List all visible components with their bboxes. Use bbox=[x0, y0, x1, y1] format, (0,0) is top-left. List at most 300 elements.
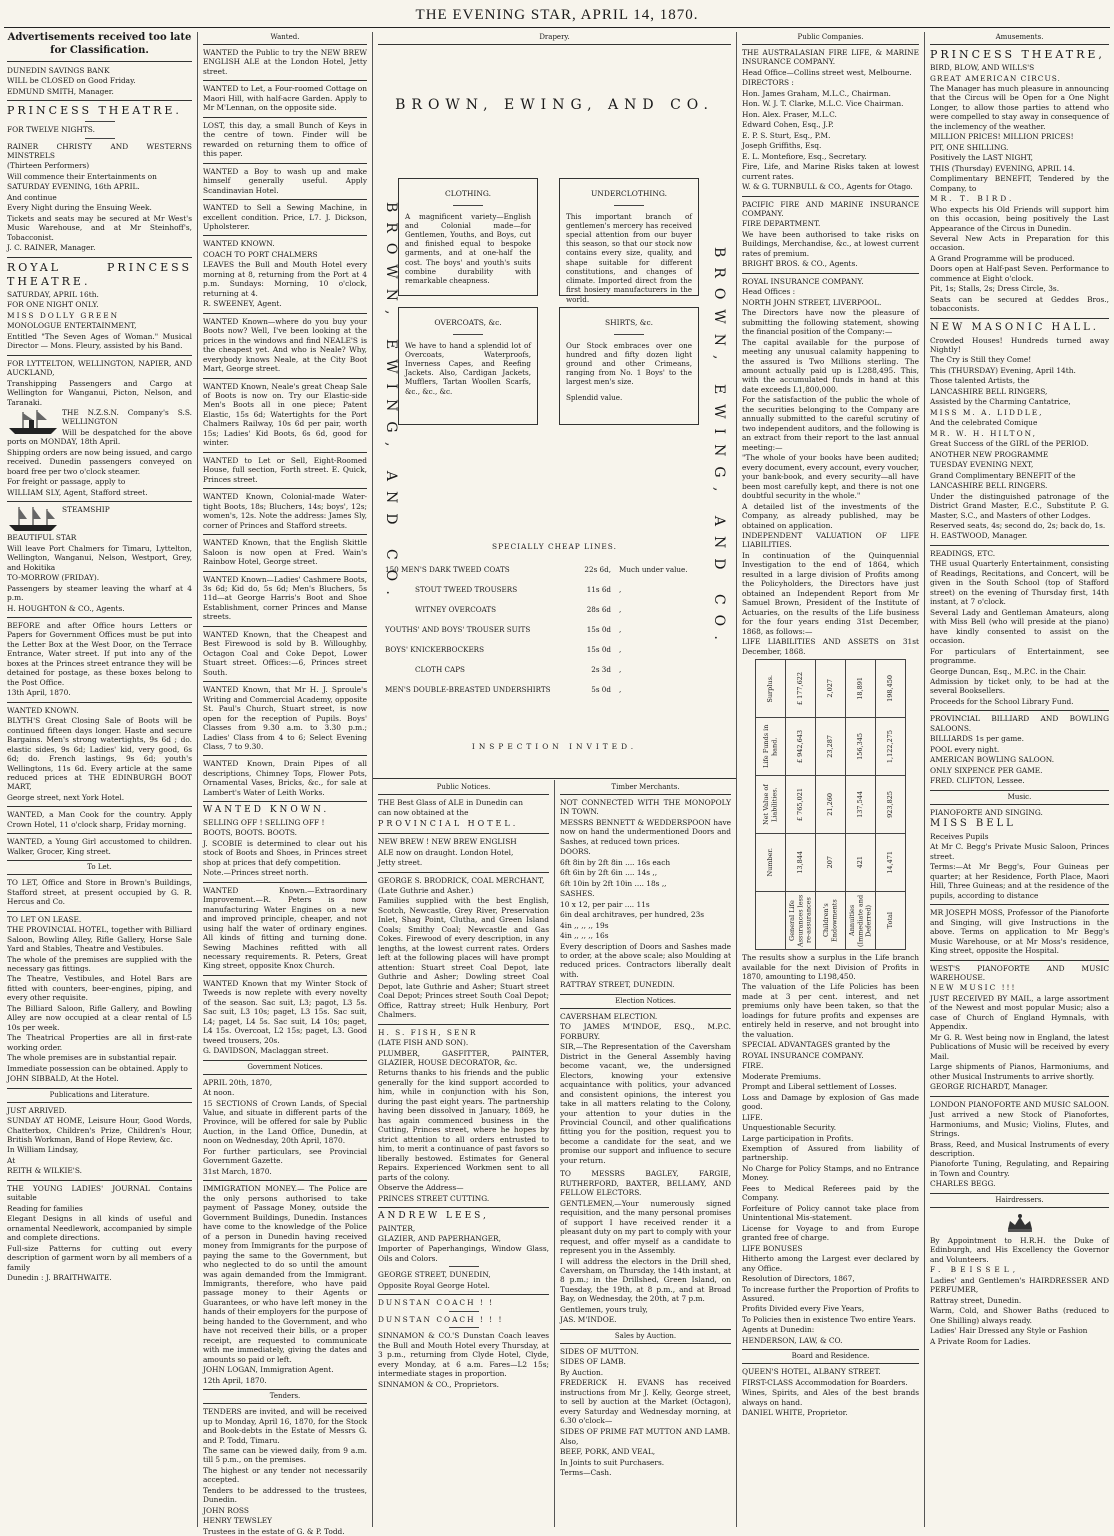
cheap-lines-list bbox=[385, 560, 730, 700]
ad-brodrick-coal bbox=[378, 876, 549, 1020]
column-late-ads bbox=[2, 32, 197, 1527]
ad-heading: CAVERSHAM ELECTION. bbox=[560, 1011, 658, 1021]
cheap-line: WITNEY OVERCOATS 28s 6d , bbox=[415, 605, 622, 615]
ad-body: Every description of Doors and Sashes made to order, at the above scale; also Moulding at reduced prices. Contractors liberally dealt with. bbox=[560, 941, 731, 979]
ad-line: PRINCES STREET CUTTING. bbox=[378, 1193, 490, 1203]
ad-signature: JOHN LOGAN, Immigration Agent. bbox=[203, 1365, 334, 1375]
ad-signature: G. DAVIDSON, Maclaggan street. bbox=[203, 1046, 329, 1056]
ad-body: WANTED Known.—Extraordinary Improvement.—R. Peters is now manufacturing Water Engines on a new and improved principle, cheaper, and not using half the water of ordinary engines. All kinds of fitting and turning done. Sewing Machines refitted with all necessary requirements. R. Peters, Great King street, opposite Knox Church. bbox=[203, 885, 367, 971]
box-body: Splendid value. bbox=[566, 392, 623, 402]
ad-line: Observe the Address— bbox=[378, 1183, 464, 1193]
ad-line: No Charge for Policy Stamps, and no Entrance Money. bbox=[742, 1163, 919, 1183]
ad-line: Hon. James Graham, M.L.C., Chairman. bbox=[742, 88, 891, 98]
ad-heading: ROYAL INSURANCE COMPANY. bbox=[742, 276, 864, 286]
section-header: Board and Residence. bbox=[742, 1349, 919, 1364]
ad-line: MILLION PRICES! MILLION PRICES! bbox=[930, 132, 1074, 142]
ad-body: The valuation of the Life Policies has been made at 3 per cent. interest, and net premiums only have been taken, so that the loadings for future profits and expenses are entirely held in reserve, and not brought into the valuation. bbox=[742, 982, 919, 1039]
drapery-side-right: BROWN, EWING, AND CO. bbox=[710, 247, 727, 650]
ad-line: At Mr C. Begg's Private Music Saloon, Princes street. bbox=[930, 842, 1109, 861]
ad-body: Large shipments of Pianos, Harmoniums, and other Musical Instruments to arrive shortly. bbox=[930, 1062, 1109, 1081]
ad-line: Moderate Premiums. bbox=[742, 1071, 821, 1081]
ad-heading: LIFE LIABILITIES AND ASSETS on 31st December, 1868. bbox=[742, 637, 919, 656]
ad-heading: DUNEDIN SAVINGS BANK bbox=[7, 65, 110, 75]
ad-body: Note.—Princes street north. bbox=[203, 868, 309, 878]
box-shirts bbox=[559, 307, 699, 425]
ad-heading: DUNSTAN COACH ! ! ! bbox=[378, 1314, 504, 1324]
ad-office-store bbox=[7, 878, 192, 906]
ad-body: Jetty street. bbox=[378, 858, 423, 868]
ad-line: E. P. S. Sturt, Esq., P.M. bbox=[742, 130, 831, 140]
ad-line: Grand Complimentary BENEFIT of the bbox=[930, 470, 1076, 480]
ship-icon bbox=[7, 408, 59, 436]
drapery-advert bbox=[373, 32, 736, 777]
cheap-line: YOUTHS' AND BOYS' TROUSER SUITS 15s 0d , bbox=[385, 625, 622, 635]
ad-line: Great Success of the GIRL of the PERIOD. bbox=[930, 439, 1089, 449]
ad-signature: JOHN ROSS bbox=[203, 1505, 249, 1515]
box-heading: UNDERCLOTHING. bbox=[590, 189, 668, 198]
ad-body: WANTED to Let or Sell, Eight-Roomed House, full section, Forth street. E. Quick, Princes street. bbox=[203, 455, 367, 484]
ad-heading: NEW BREW ! NEW BREW ENGLISH bbox=[378, 837, 517, 847]
ad-line: SATURDAY, APRIL 16th. bbox=[7, 289, 99, 299]
ad-line: At noon. bbox=[203, 1088, 235, 1098]
ad-coach-port-chalmers bbox=[203, 239, 367, 308]
ad-heading: TO LET ON LEASE. bbox=[7, 914, 82, 924]
ad-line: TO-MORROW (FRIDAY). bbox=[7, 573, 100, 583]
ad-body: Admission by ticket only, to be had at the several Booksellers. bbox=[930, 677, 1109, 696]
ad-line: LANCASHIRE BELL RINGERS, bbox=[930, 386, 1048, 396]
ad-heading: SIDES OF MUTTON. bbox=[560, 1346, 639, 1356]
ad-line: Pit, 1s; Stalls, 2s; Dress Circle, 3s. bbox=[930, 284, 1060, 294]
ad-body: SIR,—The Representation of the Caversham District in the General Assembly having become vacant, we, the undersigned Electors, knowing your extensive acquaintance with politics, your advanced and consistent opinions, the interest you take in all matters relating to the Colony, your attention to your duties in the Provincial Council, and other qualifications fitting you for the position, request you to become a candidate for the seat, and we promise our support and influence to secure your return. bbox=[560, 1042, 731, 1165]
ad-line: SPECIAL ADVANTAGES granted by the bbox=[742, 1040, 891, 1050]
ad-body: George Duncan, Esq., M.P.C. in the Chair. bbox=[930, 666, 1087, 676]
ad-line: By Auction. bbox=[560, 1367, 604, 1377]
ad-heading: FOR LYTTELTON, WELLINGTON, NAPIER, AND AUCKLAND, bbox=[7, 358, 192, 378]
ad-wanted bbox=[203, 575, 367, 622]
ad-heading: H. S. FISH, SENR bbox=[378, 1027, 478, 1037]
ad-line: PLUMBER, GASFITTER, PAINTER, GLAZIER, HOUSE DECORATOR, &c. bbox=[378, 1048, 549, 1067]
ad-body: THE usual Quarterly Entertainment, consisting of Readings, Recitations, and Concert, will be given in the South School (top of Stafford street) on the evening of Thursday first, 14th instant, at 7 o'clock. bbox=[930, 559, 1109, 607]
price-line: 4in ,, ,, ,, 16s bbox=[560, 931, 609, 941]
ad-body: Who expects his Old Friends will support him on this occasion, being positively the Last Appearance of the Circus in Dunedin. bbox=[930, 204, 1109, 233]
ad-line: To Policies then in existence Two entire Years. bbox=[742, 1314, 916, 1324]
ad-heading: SELLING OFF ! SELLING OFF ! bbox=[203, 817, 325, 827]
ad-heading: THE AUSTRALASIAN FIRE LIFE, & MARINE INSURANCE COMPANY. bbox=[742, 47, 919, 67]
ad-body: FREDERICK H. EVANS has received instructions from Mr J. Kelly, George street, to sell by auction at the Market (Octagon), every Saturday and Wednesday morning, at 6.30 o'clock— bbox=[560, 1378, 731, 1426]
ad-line: FOR TWELVE NIGHTS. bbox=[7, 125, 95, 135]
ad-signature: EDMUND SMITH, Manager. bbox=[7, 86, 114, 96]
ad-heading: DOORS. bbox=[560, 847, 591, 857]
ad-tweeds bbox=[203, 979, 367, 1056]
ad-signature: H. HOUGHTON & CO., Agents. bbox=[7, 603, 125, 613]
cheap-line: BOYS' KNICKERBOCKERS 15s 0d , bbox=[385, 645, 622, 655]
ad-australasian bbox=[742, 48, 919, 192]
ad-line: NORTH JOHN STREET, LIVERPOOL. bbox=[742, 297, 882, 307]
ad-body: SUNDAY AT HOME, Leisure Hour, Good Words, Chatterbox, Children's Prize, Children's Hour, British Workman, Band of Hope Review, &c. bbox=[7, 1116, 192, 1144]
ad-body: For freight or passage, apply to bbox=[7, 477, 126, 487]
ad-body: SINNAMON & CO.'S Dunstan Coach leaves the Bull and Mouth Hotel every Thursday, at 3 p.m., returning from Clyde Hotel, Clyde, every Monday, at 6 a.m. Fares—L2 15s; intermediate stages in proportion. bbox=[378, 1331, 549, 1379]
divider bbox=[7, 100, 192, 101]
ad-lyttelton bbox=[7, 359, 192, 498]
ad-body: WILL be CLOSED on Good Friday. bbox=[7, 76, 136, 86]
ad-line: GLAZIER, AND PAPERHANGER, bbox=[378, 1233, 501, 1243]
ad-heading: PRINCESS THEATRE. bbox=[7, 104, 182, 117]
ad-line: ONLY SIXPENCE PER GAME. bbox=[930, 765, 1043, 775]
ad-line: ROYAL INSURANCE COMPANY. bbox=[742, 1050, 864, 1060]
ad-line: In William Lindsay, bbox=[7, 1145, 79, 1155]
section-header: Advertisements received too late for Classification. bbox=[7, 32, 192, 62]
ad-body: IMMIGRATION MONEY.— The Police are the only persons authorised to take payment of Passage Money, outside the Government Buildings, Dunedin. Instances have come to the knowledge of the Police of a person in Dunedin having received money from Immigrants for the purpose of paying the same to the Government, but who neglected to do so until the amount was again demanded from the Immigrant. Immigrants, therefore, who have paid passage money to their Agents or Guarantees, or who have left money in the hands of their employers for the purpose of being handed to the Government, and who have not received their bills, or a proper receipt, are requested to communicate with me immediately, giving the dates and amounts so paid or left. bbox=[203, 1184, 367, 1364]
ad-signature: WILLIAM SLY, Agent, Stafford street. bbox=[7, 487, 148, 497]
ad-body: Fire, Life, and Marine Risks taken at lowest current rates. bbox=[742, 162, 919, 181]
ad-body: Reserved seats, 4s; second do, 2s; back do, 1s. bbox=[930, 520, 1106, 530]
ad-body: Importer of Paperhangings, Window Glass, Oils and Colors. bbox=[378, 1244, 549, 1263]
ad-line: Hon. Alex. Fraser, M.L.C. bbox=[742, 109, 837, 119]
section-header: Wanted. bbox=[203, 33, 367, 45]
ad-line: Joseph Griffiths, Esq. bbox=[742, 141, 822, 151]
section-header: Drapery. bbox=[378, 33, 731, 45]
ad-body: The Billiard Saloon, Rifle Gallery, and Bowling Alley are now occupied at a clear rental of L5 10s per week. bbox=[7, 1003, 192, 1032]
drapery-side-left: BROWN, EWING, AND CO. bbox=[382, 202, 399, 605]
box-clothing bbox=[398, 178, 538, 296]
column-public-notices bbox=[373, 782, 554, 1527]
section-header: Public Notices. bbox=[378, 783, 549, 795]
ad-signature: FRED. CLIFTON, Lessee. bbox=[930, 776, 1025, 786]
ad-heading: WEST'S PIANOFORTE AND MUSIC WAREHOUSE. bbox=[930, 963, 1109, 983]
ad-line: Hitherto among the Largest ever declared by any Office. bbox=[742, 1254, 919, 1273]
ad-body: WANTED a Boy to wash up and make himself generally useful. Apply Scandinavian Hotel. bbox=[203, 166, 367, 195]
ad-body: Entitled "The Seven Ages of Woman." Musical Director — Mons. Fleury, assisted by his Band. bbox=[7, 331, 192, 351]
ad-line: Receives Pupils bbox=[930, 831, 989, 841]
ad-wanted bbox=[203, 759, 367, 797]
ad-body: A detailed list of the investments of the Company, as already published, may be obtained on application. bbox=[742, 501, 919, 530]
ad-line: GEORGE STREET, DUNEDIN, bbox=[378, 1270, 491, 1280]
ad-body: Warm, Cold, and Shower Baths (reduced to One Shilling) always ready. bbox=[930, 1306, 1109, 1325]
ad-blyth-boots bbox=[7, 706, 192, 803]
ad-heading: NEW MASONIC HALL. bbox=[930, 321, 1099, 333]
ad-body: Just arrived a new Stock of Pianofortes, Harmoniums, and Music; Violins, Flutes, and Strings. bbox=[930, 1110, 1109, 1139]
inspection-invited: INSPECTION INVITED. bbox=[471, 742, 638, 751]
ad-body: By Appointment to H.R.H. the Duke of Edinburgh, and His Excellency the Governor and Volunteers. bbox=[930, 1235, 1109, 1264]
ad-bennett-wedderspoon bbox=[560, 798, 731, 990]
ad-signature: W. & G. TURNBULL & CO., Agents for Otago. bbox=[742, 182, 913, 192]
ad-body: The Manager has much pleasure in announcing that the Circus will be Open for a One Night Longer, to allow those parties to attend who were compelled to stay away in consequence of the inclemency of the weather. bbox=[930, 83, 1109, 131]
ad-wanted bbox=[203, 492, 367, 530]
ad-signature: GEORGE RICHARDT, Manager. bbox=[930, 1082, 1048, 1092]
ad-heading: GREAT AMERICAN CIRCUS. bbox=[930, 73, 1061, 83]
ad-line: This (THURSDAY) Evening, April 14th. bbox=[930, 365, 1076, 375]
ad-heading: NOT CONNECTED WITH THE MONOPOLY IN TOWN. bbox=[560, 797, 731, 817]
ad-heading: BOOTS, BOOTS. BOOTS. bbox=[203, 828, 297, 838]
ad-line: Will commence their Entertainments on bbox=[7, 171, 157, 181]
ad-line: Ladies' and Gentlemen's HAIRDRESSER AND PERFUMER, bbox=[930, 1275, 1109, 1295]
ad-date: 13th April, 1870. bbox=[7, 688, 71, 698]
ad-body: For further particulars, see Provincial Government Gazette. bbox=[203, 1146, 367, 1166]
ad-body: WANTED Known, that the English Skittle Saloon is now open at Fred. Wain's Rainbow Hotel, George street. bbox=[203, 538, 367, 567]
ad-body: TO LET, Office and Store in Brown's Buildings, Stafford street, at present occupied by G. R. Hercus and Co. bbox=[7, 878, 192, 907]
ad-line: Complimentary BENEFIT, Tendered by the Company, to bbox=[930, 174, 1109, 193]
ad-body: ALE now on draught. London Hotel, bbox=[378, 847, 514, 857]
ad-london-pianoforte bbox=[930, 1100, 1109, 1189]
ad-body: Doors open at Half-past Seven. Performance to commence at Eight o'clock. bbox=[930, 264, 1109, 283]
ad-body: Ladies' Hair Dressed any Style or Fashion bbox=[930, 1326, 1088, 1336]
ad-line: Terms—Cash. bbox=[560, 1468, 612, 1478]
ad-line: Exemption of Assured from liability of partnership. bbox=[742, 1143, 919, 1163]
ad-heading: JUST ARRIVED. bbox=[7, 1105, 67, 1115]
royal-crest-icon bbox=[1000, 1211, 1040, 1233]
ad-line: LANCASHIRE BELL RINGERS. bbox=[930, 481, 1048, 491]
ad-body: Returns thanks to his friends and the public generally for the kind support accorded to him, while in conjunction with his Son, during the past eight years. The partnership having been dissolved in January, 1869, he has again commenced business in the Cutting, Princes street, where he hopes by strict attention to all orders entrusted to him, to merit a continuance of past favors so liberally bestowed. Estimates for General Repairs. Experienced Workmen sent to all parts of the colony. bbox=[378, 1068, 549, 1182]
ad-wanted bbox=[203, 685, 367, 751]
ad-line: The Cry is Still they Come! bbox=[930, 355, 1032, 365]
box-overcoats bbox=[398, 307, 538, 425]
ad-post-office bbox=[7, 621, 192, 698]
ad-heading: GEORGE S. BRODRICK, COAL MERCHANT, bbox=[378, 875, 545, 885]
ad-line: (LATE FISH AND SON). bbox=[378, 1038, 469, 1048]
ad-body: WANTED Known, Neale's great Cheap Sale of Boots is now on. Try our Elastic-side Men's Boots all in one piece; Patent Elastic, 15s 6d; Watertights for the Port Chalmers Railway, 10s 6d per pair, worth 15s; Ladies' Kid Boots, 6s 6d, good for winter. bbox=[203, 381, 367, 448]
drapery-bottom-rule bbox=[373, 778, 736, 779]
ad-heading: NEW MUSIC !!! bbox=[930, 983, 1017, 993]
ad-signature: BRIGHT BROS. & CO., Agents. bbox=[742, 259, 858, 269]
ad-heading: MISS BELL bbox=[930, 818, 1016, 830]
ad-line: RAINER CHRISTY AND WESTERNS MINSTRELS bbox=[7, 141, 192, 161]
ad-savings-bank bbox=[7, 66, 192, 96]
ad-line: Opposite Royal George Hotel. bbox=[378, 1280, 490, 1290]
ad-body: Shipping orders are now being issued, and cargo received. Dunedin passengers conveyed on board free per two o'clock steamer. bbox=[7, 447, 192, 476]
box-body: A magnificent variety—English and Colonial made—for Gentlemen, Youths, and Boys, cut and finished equal to bespoke garments, and at one-half the cost. The boys' and youth's suits combine durability with remarkable cheapness. bbox=[405, 211, 531, 286]
ad-line: LIFE BONUSES bbox=[742, 1243, 803, 1253]
ad-line: Forfeiture of Policy cannot take place from Unintentional Mis-statement. bbox=[742, 1203, 919, 1223]
ad-line: A Grand Programme will be produced. bbox=[930, 253, 1075, 263]
ad-miss-bell bbox=[930, 808, 1109, 901]
ad-wanted bbox=[203, 630, 367, 677]
ad-body: Brass, Reed, and Musical Instruments of every description. bbox=[930, 1139, 1109, 1158]
ad-line: LIFE. bbox=[742, 1112, 763, 1122]
ad-signature: HENRY TEWSLEY bbox=[203, 1516, 273, 1526]
ad-fish-plumber bbox=[378, 1028, 549, 1203]
ad-man-cook bbox=[7, 810, 192, 829]
ad-heading: ROYAL PRINCESS THEATRE. bbox=[7, 260, 192, 288]
ad-line: Several New Acts in Preparation for this occasion. bbox=[930, 234, 1109, 253]
ad-line: BILLIARDS 1s per game. bbox=[930, 734, 1025, 744]
section-header: Public Companies. bbox=[742, 33, 919, 45]
cheap-line: MEN'S DOUBLE-BREASTED UNDERSHIRTS 5s 0d , bbox=[385, 685, 622, 695]
ad-line: And the celebrated Comique bbox=[930, 418, 1038, 428]
section-header: To Let. bbox=[7, 860, 192, 875]
price-line: 6ft 10in by 2ft 10in .... 18s ,, bbox=[560, 878, 667, 888]
section-header: Sales by Auction. bbox=[560, 1329, 731, 1344]
ad-signature: H. EASTWOOD, Manager. bbox=[930, 531, 1028, 541]
ad-body: I will address the electors in the Drill shed, Caversham, on Thursday, the 14th instant, at 8 p.m.; in the Drillshed, Green Island, on Tuesday, the 19th, at 8 p.m., and at Broad Bay, on Wednesday, the 20th, at 7 p.m. bbox=[560, 1256, 731, 1304]
ad-west-music bbox=[930, 964, 1109, 1092]
ad-body: The same can be viewed daily, from 9 a.m. till 5 p.m., on the premises. bbox=[203, 1445, 367, 1465]
box-body: Our Stock embraces over one hundred and fifty dozen light ground and other Crimeans, ranging from No. 1 Boys' to the largest men's size. bbox=[566, 340, 692, 387]
ad-body: WANTED the Public to try the NEW BREW ENGLISH ALE at the London Hotel, Jetty street. bbox=[203, 47, 367, 76]
ad-line: FIRE. bbox=[742, 1061, 764, 1071]
ad-body: TENDERS are invited, and will be received up to Monday, April 16, 1870, for the Stock and Book-debts in the Estate of Messrs G. and P. Todd, Timaru. bbox=[203, 1407, 367, 1445]
ad-line: And continue bbox=[7, 192, 57, 202]
ad-line: SATURDAY EVENING, 16th APRIL. bbox=[7, 182, 140, 192]
ad-line: Large participation in Profits. bbox=[742, 1133, 854, 1143]
box-body: We have to hand a splendid lot of Overcoats, Waterproofs, Inverness Capes, and Reefing Jackets. Also, Cardigan Jackets, Mufflers, Tartan Woollen Scarfs, &c., &c., &c. bbox=[405, 340, 531, 396]
ad-body: Families supplied with the best English, Scotch, Newcastle, Grey River, Preservation Inlet, Shag Point, Clutha, and Green Island Coals; Smithy Coal; Newcastle and Gas Cokes. Firewood of every description, in any lengths, at the lowest current rates. Orders left at the following places will have prompt attention: Stuart street Coal Depot, late Guthrie and Asher; Dowling street Coal Depot, late Guthrie and Asher; Stuart street Coal Depot; Princes street South Coal Depot; Office, Rattray street; Hulk Henbury, Port Chalmers. bbox=[378, 896, 549, 1020]
ad-wanted bbox=[203, 886, 367, 971]
ad-royal-insurance bbox=[742, 277, 919, 1346]
ad-line: TUESDAY EVENING NEXT, bbox=[930, 460, 1034, 470]
ad-wanted bbox=[203, 167, 367, 195]
ad-line: Positively the LAST NIGHT, bbox=[930, 153, 1034, 163]
box-body: This important branch of gentlemen's mercery has received special attention from our buyer this season, so that our stock now contains every size, quality, and shape suitable for different constitutions, and changes of climate. Imported direct from the first hosiery manufacturers in the world. bbox=[566, 211, 692, 304]
ad-body: Terms:—At Mr Begg's, Four Guineas per quarter; at her Residence, Forth Place, Maori Hill, Three Guineas; and at the residence of the pupils, according to distance bbox=[930, 862, 1109, 900]
ad-body: THE Best Glass of ALE in Dunedin can bbox=[378, 797, 523, 807]
cheap-lines-heading: SPECIALLY CHEAP LINES. bbox=[492, 542, 617, 551]
ad-masonic-hall bbox=[930, 322, 1109, 541]
ad-body: The whole premises are in substantial repair. bbox=[7, 1053, 177, 1063]
price-line: 10 x 12, per pair .... 11s bbox=[560, 899, 650, 909]
ad-young-girl bbox=[7, 837, 192, 856]
ad-body: WANTED Known, that the Cheapest and Best Firewood is sold by B. Willoughby, Octagon Coal and Coke Depot, Lower Stuart street. Offices:—6, Princes street South. bbox=[203, 629, 367, 677]
ad-line: REITH & WILKIE'S. bbox=[7, 1166, 82, 1176]
cheap-line: 150 MEN'S DARK TWEED COATS 22s 6d, Much under value. bbox=[385, 565, 688, 575]
ad-evans-auction bbox=[560, 1347, 731, 1478]
ad-body: Several Lady and Gentleman Amateurs, along with Miss Bell (who will preside at the piano) have kindly consented to assist on the occasion. bbox=[930, 607, 1109, 646]
ad-body: MR JOSEPH MOSS, Professor of the Pianoforte and Singing, will give Instructions in the above. Terms on application to Mr Begg's Music Warehouse, or at Mr Moss's residence, King street, opposite the Hospital. bbox=[930, 908, 1109, 956]
ad-line: THE N.Z.S.N. Company's S.S. WELLINGTON bbox=[62, 408, 192, 427]
ad-body: LOST, this day, a small Bunch of Keys in the centre of town. Finder will be rewarded on returning them to office of this paper. bbox=[203, 120, 367, 159]
ad-line: At bbox=[7, 1155, 16, 1165]
section-header: Government Notices. bbox=[203, 1060, 367, 1075]
ad-signature: RATTRAY STREET, DUNEDIN. bbox=[560, 980, 675, 990]
box-heading: CLOTHING. bbox=[444, 189, 492, 198]
ad-heading: LONDON PIANOFORTE AND MUSIC SALOON. bbox=[930, 1099, 1109, 1109]
ad-line: License for Voyage to and from Europe granted free of charge. bbox=[742, 1223, 919, 1243]
price-line: 6ft 8in by 2ft 8in .... 16s each bbox=[560, 857, 671, 867]
ad-body: The highest or any tender not necessarily accepted. bbox=[203, 1465, 367, 1485]
ad-body: Full-size Patterns for cutting out every description of garment worn by all members of a family bbox=[7, 1243, 192, 1272]
ad-line: E. L. Montefiore, Esq., Secretary. bbox=[742, 151, 867, 161]
ad-readings bbox=[930, 549, 1109, 707]
ad-immigration-money bbox=[203, 1184, 367, 1385]
ad-heading: TO JAMES M'INDOE, ESQ., M.P.C. FORBURY. bbox=[560, 1022, 731, 1041]
ad-line: Unquestionable Security. bbox=[742, 1123, 837, 1133]
section-header: Hairdressers. bbox=[930, 1193, 1109, 1208]
ad-provincial-hotel bbox=[7, 915, 192, 1084]
ad-line: Those talented Artists, the bbox=[930, 376, 1030, 386]
cheap-line: STOUT TWEED TROUSERS 11s 6d , bbox=[415, 585, 622, 595]
ad-heading: PACIFIC FIRE AND MARINE INSURANCE COMPANY. bbox=[742, 199, 919, 218]
ad-body: The results show a surplus in the Life branch available for the next Division of Profits in 1870, amounting to L198,450. bbox=[742, 953, 919, 982]
ad-body: The capital available for the purpose of meeting any unusual calamity happening to the assured is Two Millions sterling. The amount actually paid up is L288,495. This, with the accumulated funds in hand at this date exceeds L1,800,000. bbox=[742, 337, 919, 394]
ad-signature: CHARLES BEGG. bbox=[930, 1179, 996, 1189]
box-heading: OVERCOATS, &c. bbox=[434, 318, 502, 327]
ad-body: MESSRS BENNETT & WEDDERSPOON have now on hand the undermentioned Doors and Sashes, at reduced town prices. bbox=[560, 817, 731, 846]
ad-line: FOR ONE NIGHT ONLY. bbox=[7, 300, 99, 310]
ad-just-arrived bbox=[7, 1106, 192, 1176]
ad-body: Elegant Designs in all kinds of useful and ornamental Needlework, accompanied by simple and complete directions. bbox=[7, 1214, 192, 1243]
ad-signature: JOHN SIBBALD, At the Hotel. bbox=[7, 1074, 119, 1084]
ad-line: Every Night during the Ensuing Week. bbox=[7, 203, 152, 213]
ad-line: BEEF, PORK, AND VEAL, bbox=[560, 1447, 656, 1457]
ad-line: Agents at Dunedin: bbox=[742, 1325, 815, 1335]
ad-body: FIRST-CLASS Accommodation for Boarders. bbox=[742, 1377, 908, 1387]
ad-heading: ANDREW LEES, bbox=[378, 1211, 489, 1221]
ad-heading: QUEEN'S HOTEL, ALBANY STREET. bbox=[742, 1367, 881, 1377]
ad-body: J. SCOBIE is determined to clear out his stock of Boots and Shoes, in Princes street shop at prices that defy competition. bbox=[203, 838, 367, 867]
price-line: 4in ,, ,, ,, 19s bbox=[560, 920, 609, 930]
ad-body: The whole of the premises are supplied with the necessary gas fittings. bbox=[7, 954, 192, 973]
ad-heading: F. BEISSEL, bbox=[930, 1265, 1020, 1275]
ad-body: LEAVES the Bull and Mouth Hotel every morning at 8, returning from the Port at 4 p.m. Sundays: Morning, 10 o'clock, returning at 4. bbox=[203, 260, 367, 298]
ad-body: Mr G. R. West being now in England, the latest Publications of Music will be received by every Mail. bbox=[930, 1032, 1109, 1061]
ad-heading: BEAUTIFUL STAR bbox=[7, 533, 77, 543]
ad-line: FIRE DEPARTMENT. bbox=[742, 219, 821, 229]
ad-line: AMERICAN BOWLING SALOON. bbox=[930, 755, 1055, 765]
ad-heading: INDEPENDENT VALUATION OF LIFE LIABILITIES. bbox=[742, 530, 919, 550]
ad-mindoe-reply bbox=[560, 1169, 731, 1325]
ad-body: Tenders to be addressed to the trustees, Dunedin. bbox=[203, 1485, 367, 1505]
ad-pacific-fire bbox=[742, 200, 919, 269]
price-line: 6ft 6in by 2ft 6in .... 14s ,, bbox=[560, 868, 658, 878]
ad-signature: Dunedin : J. BRAITHWAITE. bbox=[7, 1273, 112, 1283]
ad-body: Wines, Spirits, and Ales of the best brands always on hand. bbox=[742, 1388, 919, 1407]
ad-body: BLYTH'S Great Closing Sale of Boots will be continued fifteen days longer. Haste and secure Bargains. Men's strong watertights, 9s 6d ; do. elastic sides, 9s 6d; Ladies' kid, very good, 6s 6d; do. French lastings, 9s 6d; youth's Wellingtons, 11s 6d. Every article at the same reduced prices at THE EDINBURGH BOOT MART, bbox=[7, 716, 192, 792]
ad-signature: Trustees in the estate of G. & P. Todd. bbox=[203, 1526, 345, 1536]
ad-heading: BIRD, BLOW, AND WILLS'S bbox=[930, 63, 1035, 73]
ad-heading: READINGS, ETC. bbox=[930, 548, 996, 558]
ad-line: MISS DOLLY GREEN bbox=[7, 310, 120, 320]
ad-heading: PRINCESS THEATRE, bbox=[930, 47, 1105, 61]
ad-line: (Late Guthrie and Asher.) bbox=[378, 886, 474, 895]
ad-line: DIRECTORS : bbox=[742, 78, 794, 88]
box-underclothing bbox=[559, 178, 699, 304]
ad-line: Also, bbox=[560, 1436, 579, 1446]
ad-joseph-moss bbox=[930, 908, 1109, 955]
ad-line: Rattray street, Dunedin. bbox=[930, 1295, 1022, 1305]
ad-scobie-boots bbox=[203, 805, 367, 877]
ad-wanted bbox=[203, 382, 367, 448]
ad-line: Crowded Houses! Hundreds turned away Nightly! bbox=[930, 335, 1109, 355]
ad-signature: SINNAMON & CO., Proprietors. bbox=[378, 1379, 500, 1389]
column-timber-election bbox=[555, 782, 736, 1527]
ad-andrew-lees bbox=[378, 1211, 549, 1290]
ad-body: GENTLEMEN,—Your numerously signed requisition, and the many personal promises of support I have received render it a pleasant duty on my part to comply with your request, and offer myself as a candidate to represent you in the Assembly. bbox=[560, 1198, 731, 1256]
ad-princess-theatre bbox=[7, 104, 192, 253]
ad-tenders bbox=[203, 1407, 367, 1536]
ad-body: Will be despatched for the above ports on MONDAY, 18th April. bbox=[7, 427, 192, 447]
ad-body: The Theatrical Properties are all in first-rate working order. bbox=[7, 1033, 192, 1052]
ad-body: Immediate possession can be obtained. Apply to bbox=[7, 1063, 188, 1073]
ad-body: We have been authorised to take risks on Buildings, Merchandise, &c., at lowest current rates of premium. bbox=[742, 229, 919, 258]
ad-heading: APRIL 20th, 1870, bbox=[203, 1077, 273, 1087]
ad-body: WANTED Known, Drain Pipes of all descriptions, Chimney Tops, Flower Pots, Ornamental Vases, Bricks, &c., for sale at Lambert's Water of Leith Works. bbox=[203, 759, 367, 797]
ad-beautiful-star bbox=[7, 505, 192, 613]
ad-line: A Private Room for Ladies. bbox=[930, 1336, 1031, 1346]
ad-signature: J. C. RAINER, Manager. bbox=[7, 243, 96, 253]
ad-line: THIS (Thursday) EVENING, APRIL 14. bbox=[930, 163, 1076, 173]
ad-line: MISS M. A. LIDDLE, bbox=[930, 407, 1044, 417]
ad-signature: JAS. M'INDOE. bbox=[560, 1315, 617, 1325]
ad-body: WANTED to Sell a Sewing Machine, in excellent condition. Price, L7. J. Dickson, Upholsterer. bbox=[203, 203, 367, 231]
ad-body: WANTED Known—Ladies' Cashmere Boots, 3s 6d; Kid do, 5s 6d; Men's Bluchers, 5s 11d—at George Harris's Boot and Shoe Establishment, corner Princes and Manse streets. bbox=[203, 574, 367, 622]
ad-line: MR. T. BIRD. bbox=[930, 194, 1015, 204]
ad-wanted bbox=[203, 317, 367, 374]
ad-wanted bbox=[203, 84, 367, 112]
ad-billiards bbox=[930, 714, 1109, 785]
ad-line: Resolution of Directors, 1867, bbox=[742, 1274, 855, 1284]
ad-body: Transhipping Passengers and Cargo at Wellington for Wanganui, Picton, Nelson, and Taranaki. bbox=[7, 378, 192, 407]
drapery-title: BROWN, EWING, AND CO. bbox=[395, 96, 714, 113]
ad-line: ANOTHER NEW PROGRAMME bbox=[930, 449, 1049, 459]
